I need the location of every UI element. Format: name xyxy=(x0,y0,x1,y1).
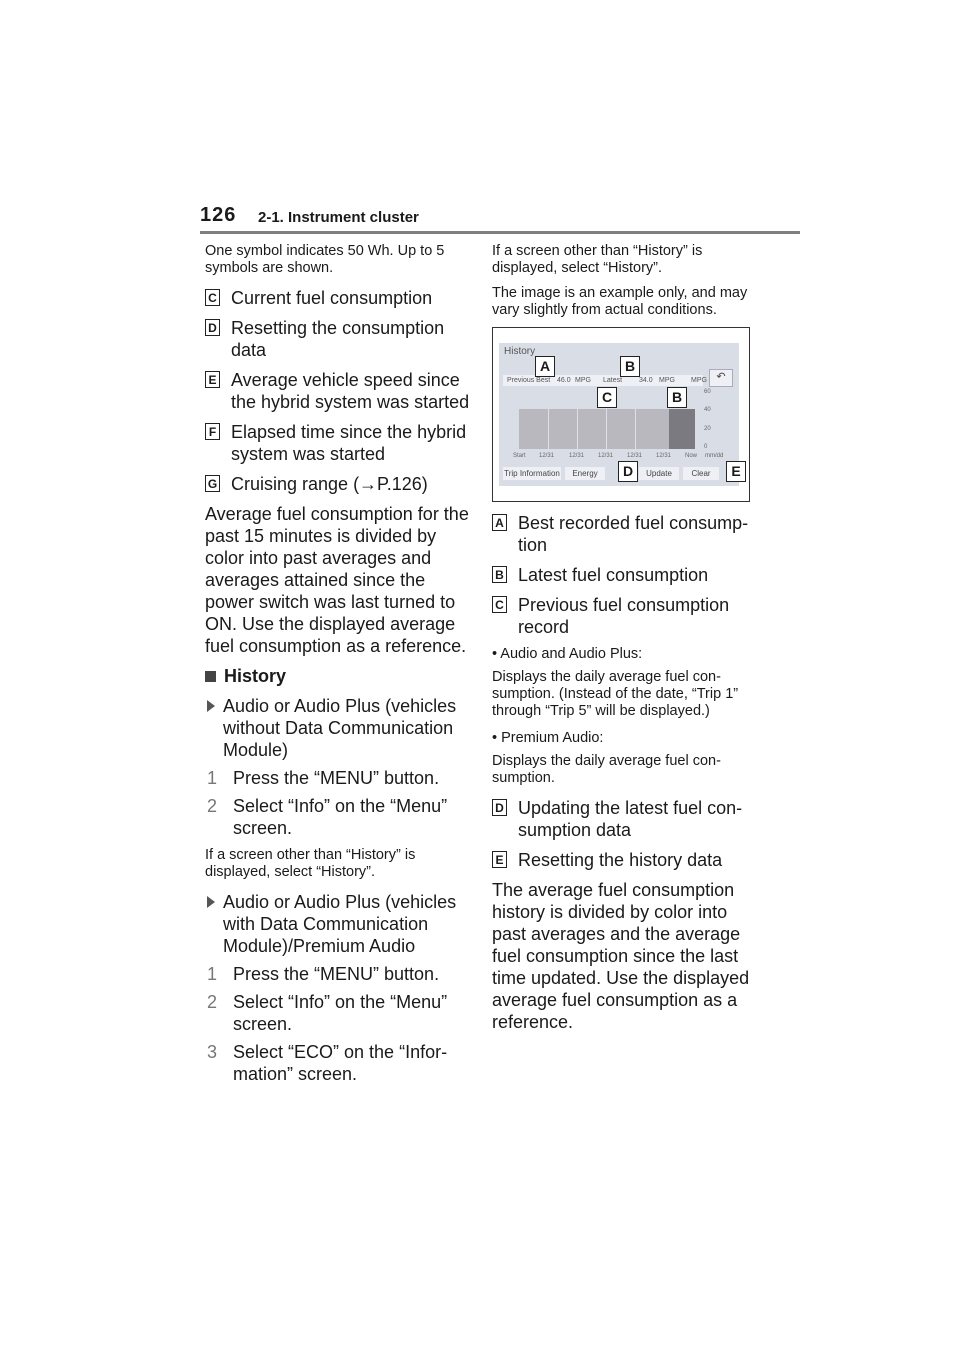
bullet-text: Displays the daily average fuel consumption. xyxy=(492,753,721,786)
previous-best-value: 46.0 xyxy=(557,377,571,384)
step-text: Press the “MENU” button. xyxy=(233,768,440,788)
chart-divider xyxy=(635,409,636,449)
unit-label: MPG xyxy=(659,377,675,384)
latest-value: 34.0 xyxy=(639,377,653,384)
y-label: 40 xyxy=(704,407,711,413)
step-number: 2 xyxy=(207,992,218,1012)
step-text: Select “Info” on the “Menu” screen. xyxy=(233,992,448,1034)
unit-label: MPG xyxy=(575,377,591,384)
step-text: Press the “MENU” button. xyxy=(233,964,440,984)
label-text: Resetting the history data xyxy=(518,850,723,870)
right-column xyxy=(492,243,754,1042)
x-label: 12/31 xyxy=(598,453,614,459)
label-item-e xyxy=(492,849,754,871)
label-text: Current fuel consumption xyxy=(231,288,433,308)
callout-badge: G xyxy=(205,475,220,492)
bullet-heading: • Audio and Audio Plus: xyxy=(492,646,643,662)
triangle-bullet-icon xyxy=(207,896,215,908)
label-item-e xyxy=(205,369,475,413)
callout-badge: F xyxy=(205,423,220,440)
note-text: The image is an example only, and may vary slightly from actual conditions. xyxy=(492,285,748,318)
x-label: mm/dd xyxy=(705,453,724,459)
callout-badge: D xyxy=(492,799,507,816)
step-number: 2 xyxy=(207,796,218,816)
x-label: Now xyxy=(685,453,698,459)
left-column xyxy=(205,243,475,1091)
label-item-c xyxy=(205,287,475,309)
square-bullet-icon xyxy=(205,671,216,682)
clear-button[interactable]: Clear xyxy=(683,467,719,480)
step-item xyxy=(205,991,475,1035)
page-number: 126 xyxy=(200,204,237,226)
x-label: 12/31 xyxy=(627,453,643,459)
trip-information-button[interactable]: Trip Information xyxy=(504,469,560,478)
history-heading xyxy=(205,666,475,687)
label-text: Latest fuel consumption xyxy=(518,565,709,585)
body-paragraph: Average fuel consumption for the past 15 minutes is divided by color into past averages and averages attained since the power switch was last turned to ON. Use the displayed average fuel consumption as a reference. xyxy=(205,504,469,656)
latest-label: Latest xyxy=(603,377,623,384)
screen-title: History xyxy=(504,346,536,357)
step-number: 1 xyxy=(207,964,218,984)
label-text: Average vehicle speed since the hybrid system was started xyxy=(231,370,470,412)
step-item xyxy=(205,1041,475,1085)
chart-divider xyxy=(548,409,549,449)
unit-label: MPG xyxy=(691,377,707,384)
chart-divider xyxy=(577,409,578,449)
label-item-d xyxy=(492,797,754,841)
current-bar xyxy=(669,409,695,449)
history-screen-figure xyxy=(492,327,750,502)
header-rule xyxy=(200,231,800,234)
back-icon[interactable]: ↶ xyxy=(709,369,733,387)
x-label: 12/31 xyxy=(539,453,555,459)
step-item xyxy=(205,795,475,839)
triangle-bullet-icon xyxy=(207,700,215,712)
step-item xyxy=(205,963,475,985)
callout-badge: E xyxy=(205,371,220,388)
energy-button[interactable]: Energy xyxy=(565,467,605,480)
sub-heading-2 xyxy=(205,891,475,957)
step-number: 1 xyxy=(207,768,218,788)
note-text: If a screen other than “History” is displayed, select “History”. xyxy=(492,243,703,276)
body-paragraph: The average fuel consumption history is divided by color into past averages and the average fuel consumption since the last time updated. Use the displayed average fuel consumption as a reference. xyxy=(492,880,750,1032)
label-item-g xyxy=(205,473,475,495)
label-text: Resetting the consumption data xyxy=(231,318,445,360)
intro-text: One symbol indicates 50 Wh. Up to 5 symbols are shown. xyxy=(205,243,445,276)
callout-e: E xyxy=(726,461,746,482)
callout-b: B xyxy=(620,356,640,377)
step-item xyxy=(205,767,475,789)
step-number: 3 xyxy=(207,1042,218,1062)
step-text: Select “ECO” on the “Information” screen. xyxy=(233,1042,448,1084)
x-label: Start xyxy=(513,453,526,459)
callout-badge: A xyxy=(492,514,507,531)
label-text: Best recorded fuel consumption xyxy=(518,513,749,555)
step-text: Select “Info” on the “Menu” screen. xyxy=(233,796,448,838)
callout-d: D xyxy=(618,461,638,482)
sub-heading-text: Audio or Audio Plus (vehicles without Data Communication Module) xyxy=(223,696,457,760)
x-label: 12/31 xyxy=(569,453,585,459)
y-label: 20 xyxy=(704,426,711,432)
history-heading-text: History xyxy=(224,666,287,686)
label-item-c xyxy=(492,594,754,638)
callout-c: C xyxy=(597,387,617,408)
y-label: 0 xyxy=(704,444,708,450)
chart-divider xyxy=(606,409,607,449)
callout-badge: D xyxy=(205,319,220,336)
bullet-text: Displays the daily average fuel consumption. (Instead of the date, “Trip 1” through “Trip 5” will be displayed.) xyxy=(492,669,739,719)
update-button[interactable]: Update xyxy=(639,467,679,480)
sub-heading-1 xyxy=(205,695,475,761)
label-item-f xyxy=(205,421,475,465)
note-text: If a screen other than “History” is displayed, select “History”. xyxy=(205,847,416,880)
section-title: 2-1. Instrument cluster xyxy=(258,209,419,226)
sub-heading-text: Audio or Audio Plus (vehicles with Data Communication Module)/Premium Audio xyxy=(223,892,457,956)
y-label: 60 xyxy=(704,389,711,395)
label-item-b xyxy=(492,564,754,586)
label-item-a xyxy=(492,512,754,556)
label-text: Elapsed time since the hybrid system was started xyxy=(231,422,467,464)
callout-badge: E xyxy=(492,851,507,868)
previous-best-label: Previous Best xyxy=(507,377,551,384)
label-text: Previous fuel consumption record xyxy=(518,595,730,637)
x-label: 12/31 xyxy=(656,453,672,459)
label-text: Cruising range (→P.126) xyxy=(231,474,428,494)
callout-badge: C xyxy=(205,289,220,306)
bullet-heading: • Premium Audio: xyxy=(492,730,604,746)
history-bar-chart xyxy=(519,409,695,449)
label-item-d xyxy=(205,317,475,361)
label-text: Updating the latest fuel consumption data xyxy=(518,798,743,840)
callout-badge: B xyxy=(492,566,507,583)
callout-badge: C xyxy=(492,596,507,613)
callout-a: A xyxy=(535,356,555,377)
callout-b: B xyxy=(667,387,687,408)
